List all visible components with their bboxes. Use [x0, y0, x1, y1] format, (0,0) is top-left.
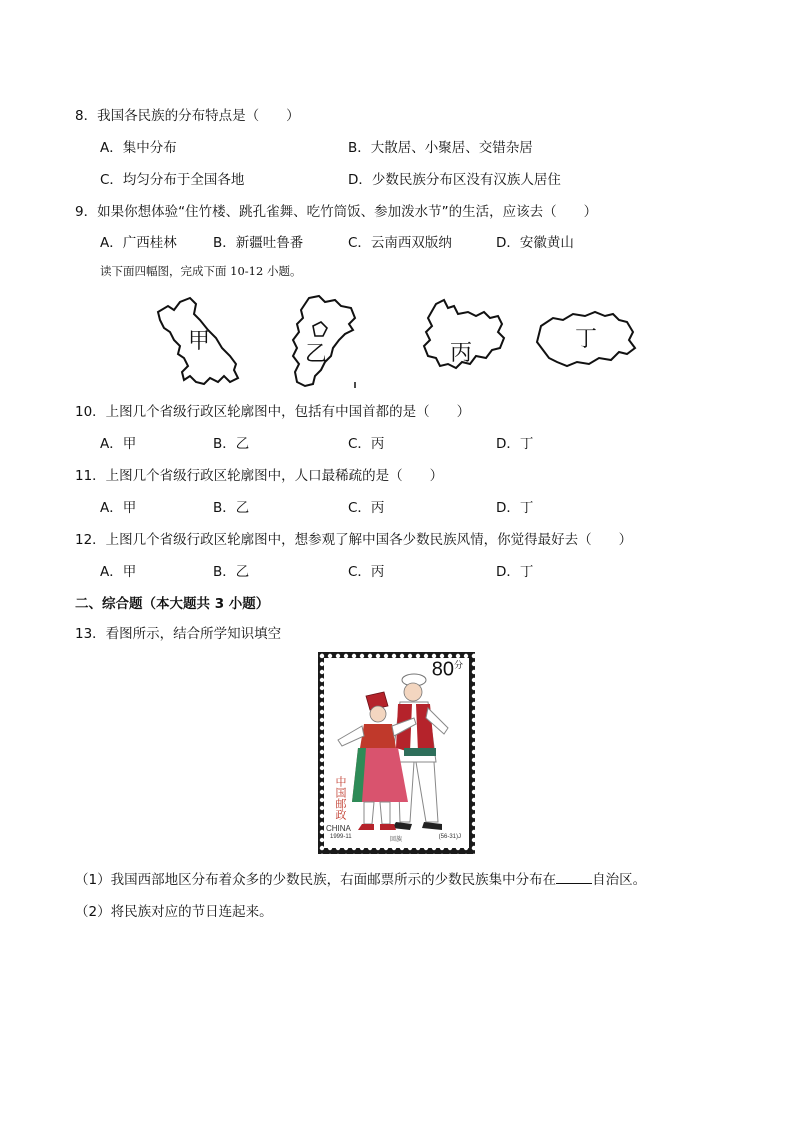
q11-option-d: D．丁	[496, 500, 534, 516]
province-outline-yi	[285, 292, 360, 390]
stamp-code: (56-31)J	[438, 834, 461, 840]
q13-sub1-before: （1）我国西部地区分布着众多的少数民族，右面邮票所示的少数民族集中分布在	[75, 872, 557, 888]
q11-option-b: B．乙	[213, 500, 250, 516]
q13-sub1-blank[interactable]	[556, 871, 592, 884]
q11-option-c: C．丙	[348, 500, 385, 516]
q13-sub2: （2）将民族对应的节日连起来。	[75, 904, 273, 920]
province-outline-ding	[533, 304, 639, 370]
q13-sub1	[75, 868, 646, 888]
q8-option-d: D．少数民族分布区没有汉族人居住	[348, 172, 561, 188]
stamp-latin: CHINA	[326, 824, 351, 833]
q9-option-b: B．新疆吐鲁番	[213, 235, 304, 251]
q13-stem: 13．看图所示，结合所学知识填空	[75, 626, 282, 642]
q10-option-b: B．乙	[213, 436, 250, 452]
q12-option-a: A．甲	[100, 564, 137, 580]
q12-option-b: B．乙	[213, 564, 250, 580]
q9-option-a: A．广西桂林	[100, 235, 177, 251]
q8-option-a: A．集中分布	[100, 140, 177, 156]
q12-option-c: C．丙	[348, 564, 385, 580]
q10-stem: 10．上图几个省级行政区轮廓图中，包括有中国首都的是（ ）	[75, 404, 471, 420]
q11-stem: 11．上图几个省级行政区轮廓图中，人口最稀疏的是（ ）	[75, 468, 444, 484]
q12-option-d: D．丁	[496, 564, 534, 580]
map-label-bing: 丙	[450, 341, 473, 366]
q8-option-b: B．大散居、小聚居、交错杂居	[348, 140, 533, 156]
q8-stem: 8．我国各民族的分布特点是（ ）	[75, 108, 300, 124]
map-label-ding: 丁	[575, 327, 598, 352]
stamp-country: 中国邮政	[334, 776, 347, 820]
q10-option-a: A．甲	[100, 436, 137, 452]
stamp-ethnic: 回族	[390, 836, 403, 843]
q10-option-c: C．丙	[348, 436, 385, 452]
province-outline-jia	[150, 290, 242, 390]
q10-option-d: D．丁	[496, 436, 534, 452]
q11-option-a: A．甲	[100, 500, 137, 516]
q13-sub1-after: 自治区。	[592, 872, 647, 888]
map-label-jia: 甲	[188, 329, 211, 354]
q9-stem: 9．如果你想体验“住竹楼、跳孔雀舞、吃竹筒饭、参加泼水节”的生活，应该去（ ）	[75, 204, 598, 220]
q8-option-c: C．均匀分布于全国各地	[100, 172, 245, 188]
maps-intro: 读下面四幅图，完成下面 10-12 小题。	[100, 264, 302, 278]
section-title: 二、综合题（本大题共 3 小题）	[75, 596, 270, 612]
q9-option-d: D．安徽黄山	[496, 235, 574, 251]
stamp-denomination: $80_分$	[431, 658, 463, 681]
stamp-image	[318, 652, 475, 854]
q9-option-c: C．云南西双版纳	[348, 235, 452, 251]
province-outline-bing	[418, 296, 510, 380]
q12-stem: 12．上图几个省级行政区轮廓图中，想参观了解中国各少数民族风情，你觉得最好去（ ）	[75, 532, 633, 548]
map-label-yi: 乙	[305, 342, 328, 367]
stamp-year: 1999-11	[330, 834, 352, 840]
